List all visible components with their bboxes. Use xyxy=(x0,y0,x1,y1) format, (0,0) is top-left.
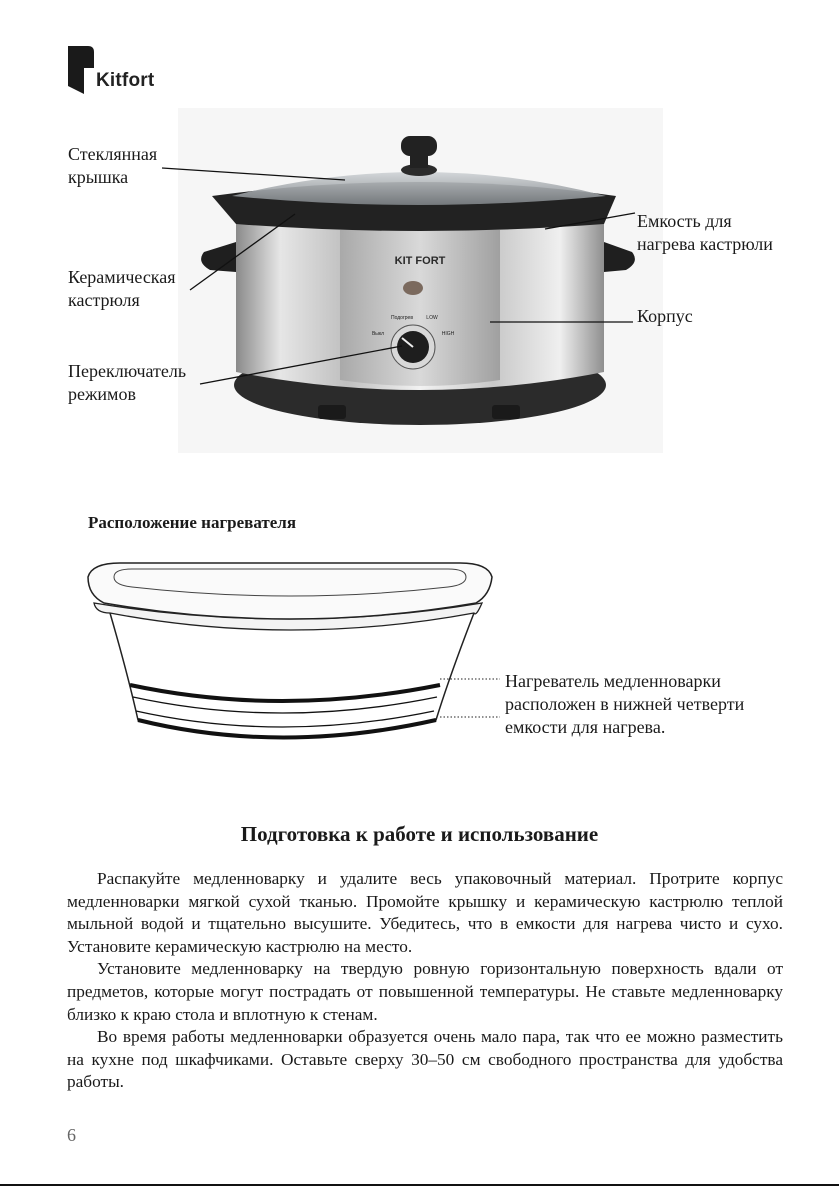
heater-note: Нагреватель медленноварки расположен в нижней четверти емкости для нагрева. xyxy=(505,671,745,737)
appliance-badge: KIT FORT xyxy=(394,255,446,267)
heater-diagram xyxy=(80,555,500,760)
dial-label-high: HIGH xyxy=(441,331,455,337)
callout-heating-vessel: Емкость для нагрева кастрюли xyxy=(637,211,773,254)
paragraph: Во время работы медленноварки образуется очень мало пара, так что ее можно разместить на кухне под шкафчиками. Оставьте сверху 30–50 см свободного пространства для удобства работы. xyxy=(67,1027,783,1092)
callout-glass-lid: Стеклянная крышка xyxy=(68,144,158,187)
dial-label-off: Выкл xyxy=(371,331,385,337)
brand-name: Kitfort xyxy=(96,70,155,91)
paragraph: Распакуйте медленноварку и удалите весь упаковочный материал. Протрите корпус медленноварки мягкой сухой тканью. Промойте крышку и керамическую кастрюлю теплой мыльной водой и тщательно высушите. Убедитесь, что в емкости для нагрева чисто и сухо. Установите керамическую кастрюлю на место. xyxy=(67,869,783,956)
callout-mode-switch: Переключатель режимов xyxy=(68,361,187,404)
dial-label-warm: Подогрев xyxy=(390,315,414,321)
callout-body: Корпус xyxy=(637,306,693,326)
heater-section-title: Расположение нагревателя xyxy=(88,513,297,532)
dial-label-low: LOW xyxy=(426,315,438,321)
callout-ceramic-pot: Керамическая кастрюля xyxy=(68,267,176,310)
paragraph: Установите медленноварку на твердую ровную горизонтальную поверхность вдали от предметов, которые могут пострадать от повышенной температуры. Не ставьте медленноварку близко к краю стола и вплотную к стенам. xyxy=(67,959,783,1024)
main-section-body xyxy=(67,868,783,1094)
page-number: 6 xyxy=(67,1125,76,1145)
bottom-rule xyxy=(0,1184,839,1186)
main-section-title: Подготовка к работе и использование xyxy=(240,822,599,846)
